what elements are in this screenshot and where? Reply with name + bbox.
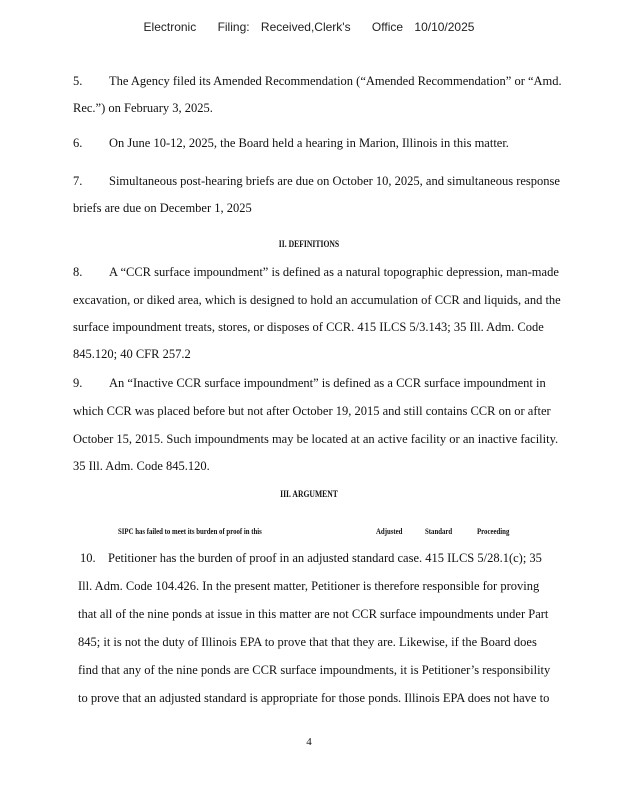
header-date: 10/10/2025 [414,20,475,34]
header-office: Office [371,20,404,34]
paragraph-5-number: 5. [73,74,83,88]
paragraph-6-text: On June 10-12, 2025, the Board held a hearing in Marion, Illinois in this matter. [109,136,509,150]
paragraph-9-number: 9. [73,376,83,390]
paragraph-9-line-4: 35 Ill. Adm. Code 845.120. [73,459,210,473]
header-received: Received,Clerk's [260,20,351,34]
page-number: 4 [306,736,312,748]
paragraph-9-text: An “Inactive CCR surface impoundment” is defined as a CCR surface impoundment in [109,376,546,390]
subheading-part-1: SIPC has failed to meet its burden of proof in this [118,526,262,536]
paragraph-10-line-2: Ill. Adm. Code 104.426. In the present matter, Petitioner is therefore responsible for proving [78,579,540,593]
paragraph-8-line-2: excavation, or diked area, which is designed to hold an accumulation of CCR and liquids, and the [73,293,561,307]
paragraph-6-line-1 [73,135,509,151]
paragraph-10-line-5: find that any of the nine ponds are CCR surface impoundments, it is Petitioner’s responsibility [78,663,551,677]
paragraph-10-line-4: 845; it is not the duty of Illinois EPA to prove that that they are. Likewise, if the Board does [78,635,537,649]
header-filing: Filing: [217,20,250,34]
subheading-part-4: Proceeding [477,526,510,536]
paragraph-5-text: The Agency filed its Amended Recommendation (“Amended Recommendation” or “Amd. [109,74,562,88]
header-electronic: Electronic [143,20,197,34]
paragraph-5-line-1 [73,73,562,89]
paragraph-5-line-2: Rec.”) on February 3, 2025. [73,101,213,115]
paragraph-10-line-3: that all of the nine ponds at issue in this matter are not CCR surface impoundments under Part [78,607,549,621]
paragraph-8-line-3: surface impoundment treats, stores, or disposes of CCR. 415 ILCS 5/3.143; 35 Ill. Adm. Code [73,320,544,334]
paragraph-7-number: 7. [73,174,83,188]
paragraph-7-line-2: briefs are due on December 1, 2025 [73,201,252,215]
paragraph-8-line-1 [73,264,559,280]
paragraph-6-number: 6. [73,136,83,150]
filing-header [0,20,618,34]
paragraph-10-line-1 [80,550,542,566]
paragraph-9-line-3: October 15, 2015. Such impoundments may be located at an active facility or an inactive facility. [73,432,559,446]
subheading-part-2: Adjusted [376,526,403,536]
paragraph-10-line-6: to prove that an adjusted standard is appropriate for those ponds. Illinois EPA does not have to [78,691,550,705]
paragraph-9-line-2: which CCR was placed before but not after October 19, 2015 and still contains CCR on or after [73,404,551,418]
heading-definitions: II. DEFINITIONS [278,239,340,249]
heading-argument: III. ARGUMENT [280,489,338,499]
paragraph-10-text: Petitioner has the burden of proof in an adjusted standard case. 415 ILCS 5/28.1(c); 35 [108,551,542,565]
paragraph-7-text: Simultaneous post-hearing briefs are due on October 10, 2025, and simultaneous response [109,174,560,188]
paragraph-8-text: A “CCR surface impoundment” is defined as a natural topographic depression, man-made [109,265,559,279]
paragraph-7-line-1 [73,173,560,189]
subheading-part-3: Standard [425,526,453,536]
paragraph-10-number: 10. [80,551,96,565]
paragraph-8-line-4: 845.120; 40 CFR 257.2 [73,347,191,361]
paragraph-9-line-1 [73,375,546,391]
paragraph-8-number: 8. [73,265,83,279]
